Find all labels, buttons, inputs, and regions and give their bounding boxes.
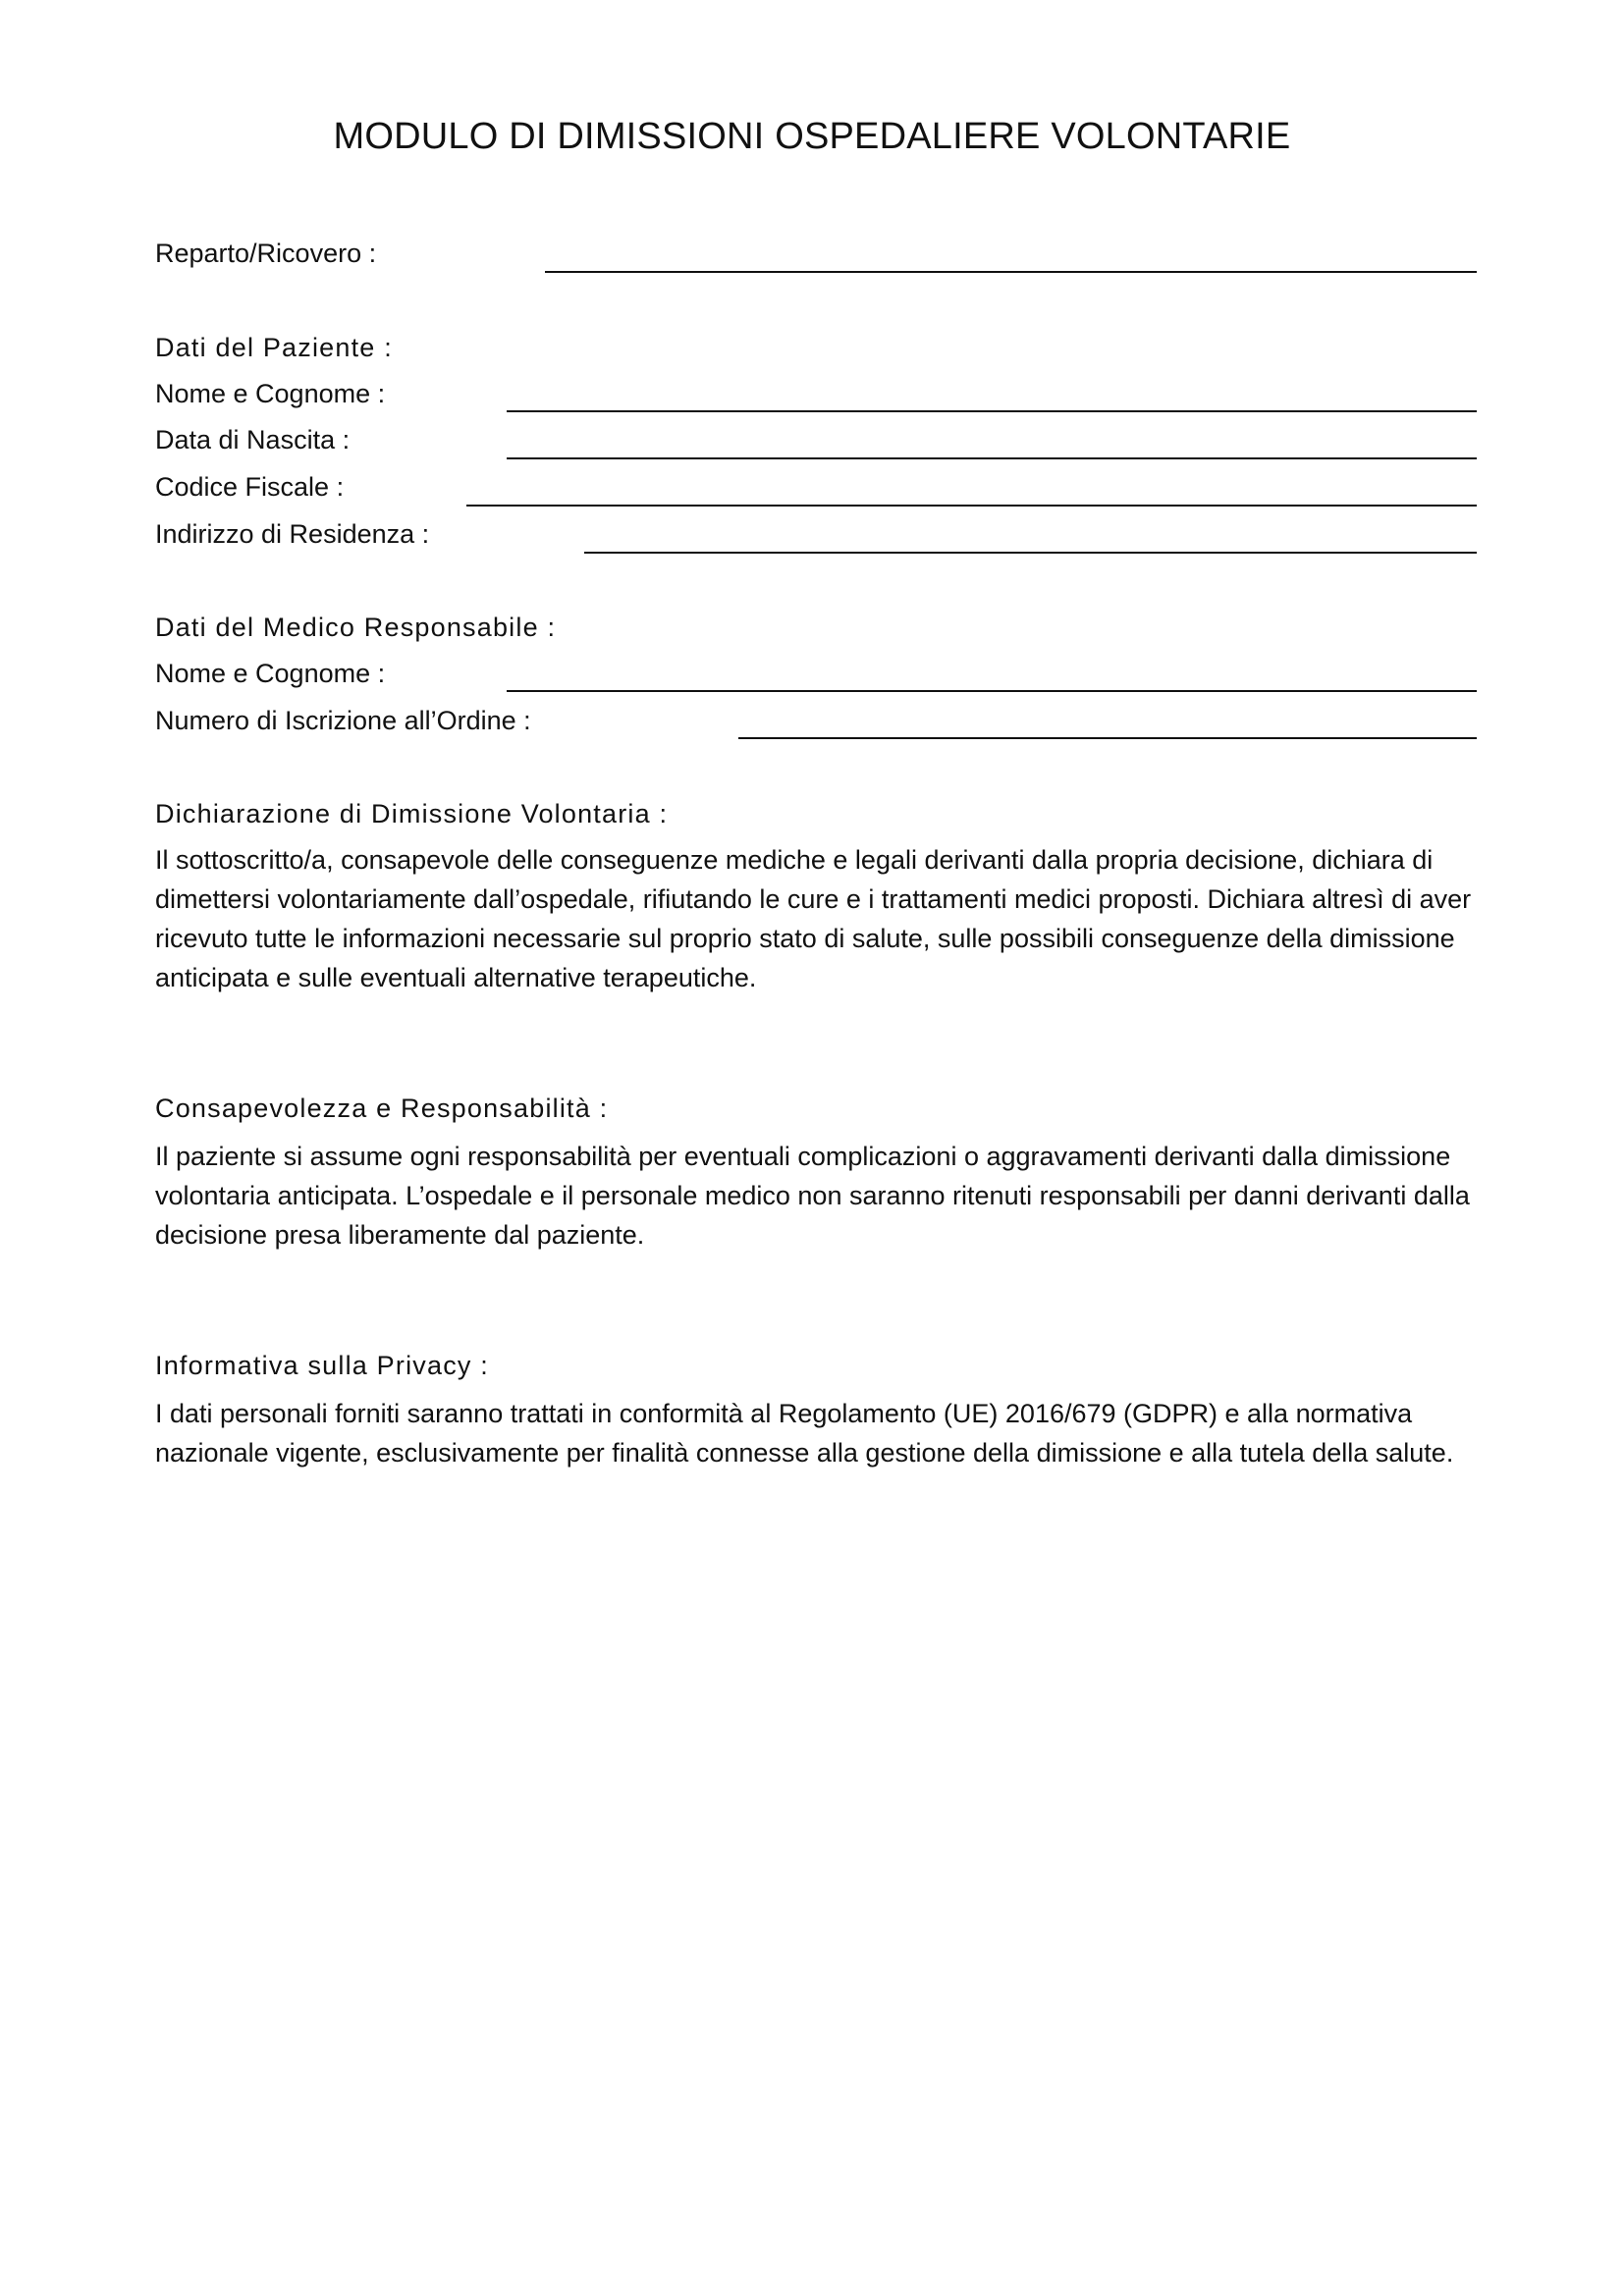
patient-tax-code-label: Codice Fiscale : — [155, 472, 345, 502]
responsibility-heading: Consapevolezza e Responsabilità : — [155, 1094, 609, 1123]
ward-field-line[interactable] — [545, 271, 1477, 273]
patient-name-field-line[interactable] — [507, 410, 1477, 412]
declaration-heading: Dichiarazione di Dimissione Volontaria : — [155, 799, 669, 828]
doctor-registration-field-line[interactable] — [738, 737, 1477, 739]
doctor-section-heading: Dati del Medico Responsabile : — [155, 613, 557, 642]
privacy-heading: Informativa sulla Privacy : — [155, 1351, 489, 1380]
patient-name-label: Nome e Cognome : — [155, 379, 386, 408]
ward-label: Reparto/Ricovero : — [155, 239, 377, 268]
patient-birth-label: Data di Nascita : — [155, 425, 351, 454]
doctor-registration-label: Numero di Iscrizione all’Ordine : — [155, 706, 531, 735]
document-title: MODULO DI DIMISSIONI OSPEDALIERE VOLONTARIE — [333, 116, 1291, 157]
patient-address-field-line[interactable] — [584, 552, 1477, 554]
doctor-name-label: Nome e Cognome : — [155, 659, 386, 688]
declaration-text: Il sottoscritto/a, consapevole delle conseguenze mediche e legali derivanti dalla propria decisione, dichiara di dimettersi volontariamente dall’ospedale, rifiutando le cure e i trattamenti medici proposti. Dichiara altresì di aver ricevuto tutte le informazioni necessarie sul proprio stato di salute, sulle possibili conseguenze della dimissione anticipata e sulle eventuali alternative terapeutiche. — [155, 845, 1472, 992]
patient-address-label: Indirizzo di Residenza : — [155, 519, 430, 549]
patient-tax-code-field-line[interactable] — [466, 505, 1477, 507]
patient-section-heading: Dati del Paziente : — [155, 333, 393, 362]
doctor-name-field-line[interactable] — [507, 690, 1477, 692]
patient-birth-field-line[interactable] — [507, 457, 1477, 459]
responsibility-text: Il paziente si assume ogni responsabilità per eventuali complicazioni o aggravamenti derivanti dalla dimissione volontaria anticipata. L’ospedale e il personale medico non saranno ritenuti responsabili per danni derivanti dalla decisione presa liberamente dal paziente. — [155, 1142, 1470, 1250]
privacy-text: I dati personali forniti saranno trattati in conformità al Regolamento (UE) 2016/679 (GDPR) e alla normativa nazionale vigente, esclusivamente per finalità connesse alla gestione della dimissione e alla tutela della salute. — [155, 1399, 1454, 1468]
